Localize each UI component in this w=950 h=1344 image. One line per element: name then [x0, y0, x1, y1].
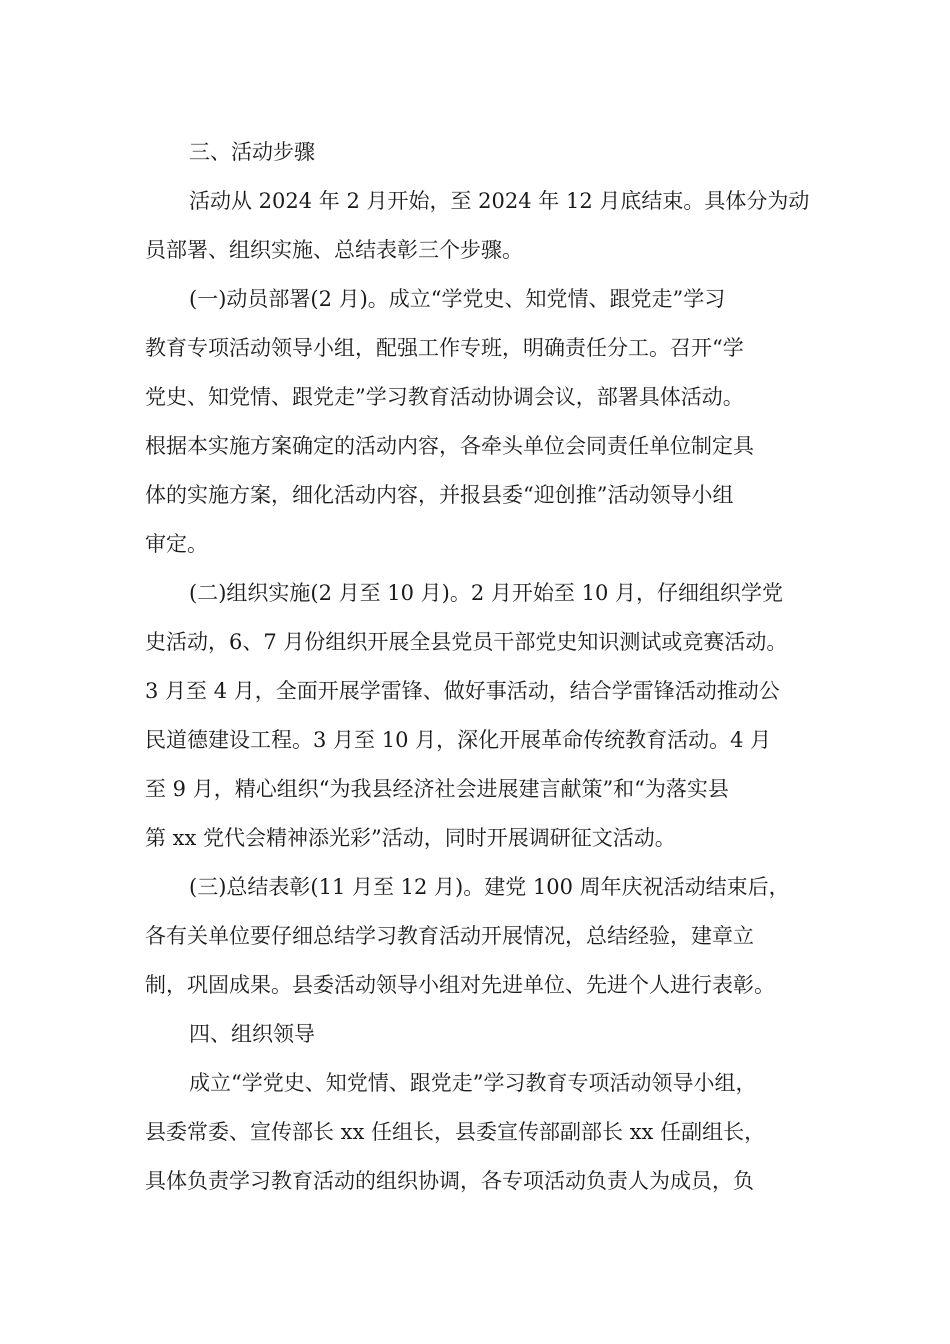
paragraph-line: 活动从 2024 年 2 月开始，至 2024 年 12 月底结束。具体分为动	[189, 189, 810, 213]
paragraph-line: 根据本实施方案确定的活动内容，各牵头单位会同责任单位制定具	[145, 434, 754, 458]
paragraph-line: 3 月至 4 月，全面开展学雷锋、做好事活动，结合学雷锋活动推动公	[145, 679, 780, 703]
paragraph-line: 制，巩固成果。县委活动领导小组对先进单位、先进个人进行表彰。	[145, 973, 775, 997]
section-heading-organization: 四、组织领导	[189, 1022, 315, 1046]
paragraph-line: 党史、知党情、跟党走”学习教育活动协调会议，部署具体活动。	[145, 385, 744, 409]
paragraph-line: 员部署、组织实施、总结表彰三个步骤。	[145, 238, 523, 262]
paragraph-line: 审定。	[145, 532, 208, 556]
paragraph-line: 至 9 月，精心组织“为我县经济社会进展建言献策”和“为落实县	[145, 777, 729, 801]
paragraph-line: 成立“学党史、知党情、跟党走”学习教育专项活动领导小组，	[189, 1071, 757, 1095]
section-heading-activity-steps: 三、活动步骤	[189, 140, 315, 164]
paragraph-line: 体的实施方案，细化活动内容，并报县委“迎创推”活动领导小组	[145, 483, 734, 507]
paragraph-line: 具体负责学习教育活动的组织协调，各专项活动负责人为成员，负	[145, 1169, 754, 1193]
paragraph-line: 第 xx 党代会精神添光彩”活动，同时开展调研征文活动。	[145, 826, 676, 850]
paragraph-line: 各有关单位要仔细总结学习教育活动开展情况，总结经验，建章立	[145, 924, 754, 948]
paragraph-line: (一)动员部署(2 月)。成立“学党史、知党情、跟党走”学习	[189, 287, 726, 311]
paragraph-line: 县委常委、宣传部长 xx 任组长，县委宣传部副部长 xx 任副组长，	[145, 1120, 766, 1144]
paragraph-line: 史活动，6、7 月份组织开展全县党员干部党史知识测试或竞赛活动。	[145, 630, 788, 654]
paragraph-line: 民道德建设工程。3 月至 10 月，深化开展革命传统教育活动。4 月	[145, 728, 772, 752]
paragraph-line: (二)组织实施(2 月至 10 月)。2 月开始至 10 月，仔细组织学党	[189, 581, 783, 605]
paragraph-line: 教育专项活动领导小组，配强工作专班，明确责任分工。召开“学	[145, 336, 744, 360]
paragraph-line: (三)总结表彰(11 月至 12 月)。建党 100 周年庆祝活动结束后，	[189, 875, 790, 899]
